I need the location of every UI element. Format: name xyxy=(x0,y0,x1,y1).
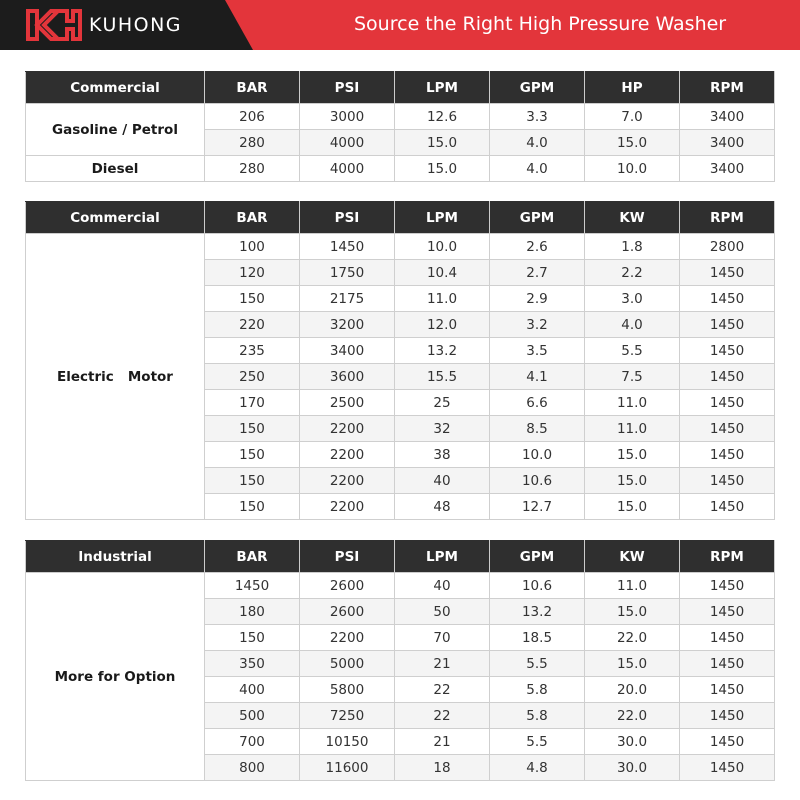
cell: 22.0 xyxy=(585,703,680,729)
cell: 18 xyxy=(395,755,490,781)
cell: 1450 xyxy=(680,416,775,442)
cell: 21 xyxy=(395,729,490,755)
cell: 10.6 xyxy=(490,468,585,494)
column-header: RPM xyxy=(680,72,775,104)
kh-logo-icon xyxy=(25,8,83,42)
cell: 48 xyxy=(395,494,490,520)
cell: 32 xyxy=(395,416,490,442)
cell: 5.5 xyxy=(490,729,585,755)
table-row xyxy=(26,156,775,182)
cell: 2.6 xyxy=(490,234,585,260)
cell: 1450 xyxy=(680,468,775,494)
group-label: Gasoline / Petrol xyxy=(26,104,205,156)
group-label: Diesel xyxy=(26,156,205,182)
cell: 1450 xyxy=(300,234,395,260)
spec-table-commercial-electric xyxy=(25,201,775,520)
column-header: Industrial xyxy=(26,541,205,573)
cell: 4000 xyxy=(300,156,395,182)
cell: 40 xyxy=(395,573,490,599)
column-header: PSI xyxy=(300,541,395,573)
group-label: Electric Motor xyxy=(26,234,205,520)
cell: 2200 xyxy=(300,468,395,494)
cell: 13.2 xyxy=(490,599,585,625)
cell: 3600 xyxy=(300,364,395,390)
column-header: RPM xyxy=(680,541,775,573)
cell: 150 xyxy=(205,442,300,468)
cell: 180 xyxy=(205,599,300,625)
cell: 15.0 xyxy=(585,494,680,520)
cell: 1450 xyxy=(680,755,775,781)
column-header: BAR xyxy=(205,72,300,104)
cell: 3.0 xyxy=(585,286,680,312)
column-header: KW xyxy=(585,541,680,573)
cell: 500 xyxy=(205,703,300,729)
cell: 12.6 xyxy=(395,104,490,130)
cell: 6.6 xyxy=(490,390,585,416)
cell: 1450 xyxy=(680,312,775,338)
cell: 21 xyxy=(395,651,490,677)
cell: 1450 xyxy=(680,494,775,520)
cell: 5000 xyxy=(300,651,395,677)
column-header: PSI xyxy=(300,202,395,234)
cell: 2175 xyxy=(300,286,395,312)
cell: 4.0 xyxy=(490,130,585,156)
column-header: Commercial xyxy=(26,72,205,104)
table-header-row xyxy=(26,541,775,573)
cell: 250 xyxy=(205,364,300,390)
cell: 15.0 xyxy=(585,442,680,468)
cell: 1450 xyxy=(680,338,775,364)
cell: 22.0 xyxy=(585,625,680,651)
column-header: GPM xyxy=(490,541,585,573)
cell: 30.0 xyxy=(585,755,680,781)
cell: 8.5 xyxy=(490,416,585,442)
cell: 3.2 xyxy=(490,312,585,338)
cell: 11.0 xyxy=(585,390,680,416)
cell: 3400 xyxy=(680,156,775,182)
column-header: Commercial xyxy=(26,202,205,234)
cell: 7250 xyxy=(300,703,395,729)
cell: 11.0 xyxy=(395,286,490,312)
cell: 2600 xyxy=(300,599,395,625)
cell: 4.0 xyxy=(490,156,585,182)
cell: 7.5 xyxy=(585,364,680,390)
cell: 13.2 xyxy=(395,338,490,364)
cell: 1450 xyxy=(680,364,775,390)
cell: 1450 xyxy=(680,286,775,312)
cell: 18.5 xyxy=(490,625,585,651)
cell: 4.8 xyxy=(490,755,585,781)
cell: 11600 xyxy=(300,755,395,781)
cell: 2.7 xyxy=(490,260,585,286)
column-header: BAR xyxy=(205,202,300,234)
cell: 1.8 xyxy=(585,234,680,260)
table-header-row xyxy=(26,72,775,104)
cell: 220 xyxy=(205,312,300,338)
cell: 20.0 xyxy=(585,677,680,703)
cell: 170 xyxy=(205,390,300,416)
column-header: LPM xyxy=(395,541,490,573)
cell: 22 xyxy=(395,677,490,703)
cell: 10.6 xyxy=(490,573,585,599)
column-header: BAR xyxy=(205,541,300,573)
cell: 150 xyxy=(205,416,300,442)
cell: 5.5 xyxy=(585,338,680,364)
column-header: PSI xyxy=(300,72,395,104)
cell: 400 xyxy=(205,677,300,703)
cell: 1450 xyxy=(680,703,775,729)
cell: 3400 xyxy=(680,104,775,130)
brand-name: KUHONG xyxy=(89,14,183,36)
column-header: KW xyxy=(585,202,680,234)
column-header: LPM xyxy=(395,202,490,234)
cell: 2800 xyxy=(680,234,775,260)
banner-title: Source the Right High Pressure Washer xyxy=(354,13,727,35)
column-header: HP xyxy=(585,72,680,104)
cell: 150 xyxy=(205,494,300,520)
cell: 30.0 xyxy=(585,729,680,755)
cell: 4000 xyxy=(300,130,395,156)
cell: 150 xyxy=(205,468,300,494)
cell: 5.8 xyxy=(490,677,585,703)
cell: 10.4 xyxy=(395,260,490,286)
cell: 12.7 xyxy=(490,494,585,520)
cell: 280 xyxy=(205,156,300,182)
cell: 4.1 xyxy=(490,364,585,390)
cell: 1450 xyxy=(205,573,300,599)
cell: 800 xyxy=(205,755,300,781)
cell: 1450 xyxy=(680,573,775,599)
table-row xyxy=(26,234,775,260)
cell: 235 xyxy=(205,338,300,364)
cell: 7.0 xyxy=(585,104,680,130)
cell: 70 xyxy=(395,625,490,651)
cell: 15.0 xyxy=(585,651,680,677)
cell: 3.5 xyxy=(490,338,585,364)
cell: 2.2 xyxy=(585,260,680,286)
cell: 2200 xyxy=(300,442,395,468)
cell: 2200 xyxy=(300,625,395,651)
cell: 5.8 xyxy=(490,703,585,729)
cell: 2.9 xyxy=(490,286,585,312)
cell: 15.0 xyxy=(395,130,490,156)
cell: 120 xyxy=(205,260,300,286)
cell: 12.0 xyxy=(395,312,490,338)
cell: 15.5 xyxy=(395,364,490,390)
group-label: More for Option xyxy=(26,573,205,781)
cell: 5.5 xyxy=(490,651,585,677)
cell: 10.0 xyxy=(585,156,680,182)
cell: 1450 xyxy=(680,625,775,651)
cell: 11.0 xyxy=(585,416,680,442)
cell: 10.0 xyxy=(395,234,490,260)
cell: 1450 xyxy=(680,651,775,677)
cell: 40 xyxy=(395,468,490,494)
cell: 15.0 xyxy=(395,156,490,182)
cell: 1450 xyxy=(680,390,775,416)
cell: 25 xyxy=(395,390,490,416)
cell: 3400 xyxy=(680,130,775,156)
cell: 3400 xyxy=(300,338,395,364)
cell: 15.0 xyxy=(585,130,680,156)
cell: 1750 xyxy=(300,260,395,286)
cell: 22 xyxy=(395,703,490,729)
cell: 4.0 xyxy=(585,312,680,338)
column-header: RPM xyxy=(680,202,775,234)
table-row xyxy=(26,573,775,599)
cell: 15.0 xyxy=(585,468,680,494)
cell: 11.0 xyxy=(585,573,680,599)
cell: 3200 xyxy=(300,312,395,338)
cell: 150 xyxy=(205,625,300,651)
cell: 2500 xyxy=(300,390,395,416)
spec-table-industrial xyxy=(25,540,775,781)
cell: 100 xyxy=(205,234,300,260)
cell: 10150 xyxy=(300,729,395,755)
cell: 150 xyxy=(205,286,300,312)
cell: 1450 xyxy=(680,599,775,625)
cell: 1450 xyxy=(680,442,775,468)
cell: 1450 xyxy=(680,260,775,286)
cell: 2600 xyxy=(300,573,395,599)
table-header-row xyxy=(26,202,775,234)
column-header: GPM xyxy=(490,202,585,234)
cell: 1450 xyxy=(680,729,775,755)
spec-table-commercial-fuel xyxy=(25,71,775,182)
column-header: LPM xyxy=(395,72,490,104)
cell: 50 xyxy=(395,599,490,625)
cell: 700 xyxy=(205,729,300,755)
cell: 38 xyxy=(395,442,490,468)
cell: 3000 xyxy=(300,104,395,130)
cell: 206 xyxy=(205,104,300,130)
cell: 10.0 xyxy=(490,442,585,468)
cell: 2200 xyxy=(300,494,395,520)
table-row xyxy=(26,104,775,130)
column-header: GPM xyxy=(490,72,585,104)
cell: 15.0 xyxy=(585,599,680,625)
cell: 2200 xyxy=(300,416,395,442)
cell: 1450 xyxy=(680,677,775,703)
cell: 350 xyxy=(205,651,300,677)
header-banner xyxy=(0,0,800,50)
cell: 3.3 xyxy=(490,104,585,130)
cell: 280 xyxy=(205,130,300,156)
cell: 5800 xyxy=(300,677,395,703)
